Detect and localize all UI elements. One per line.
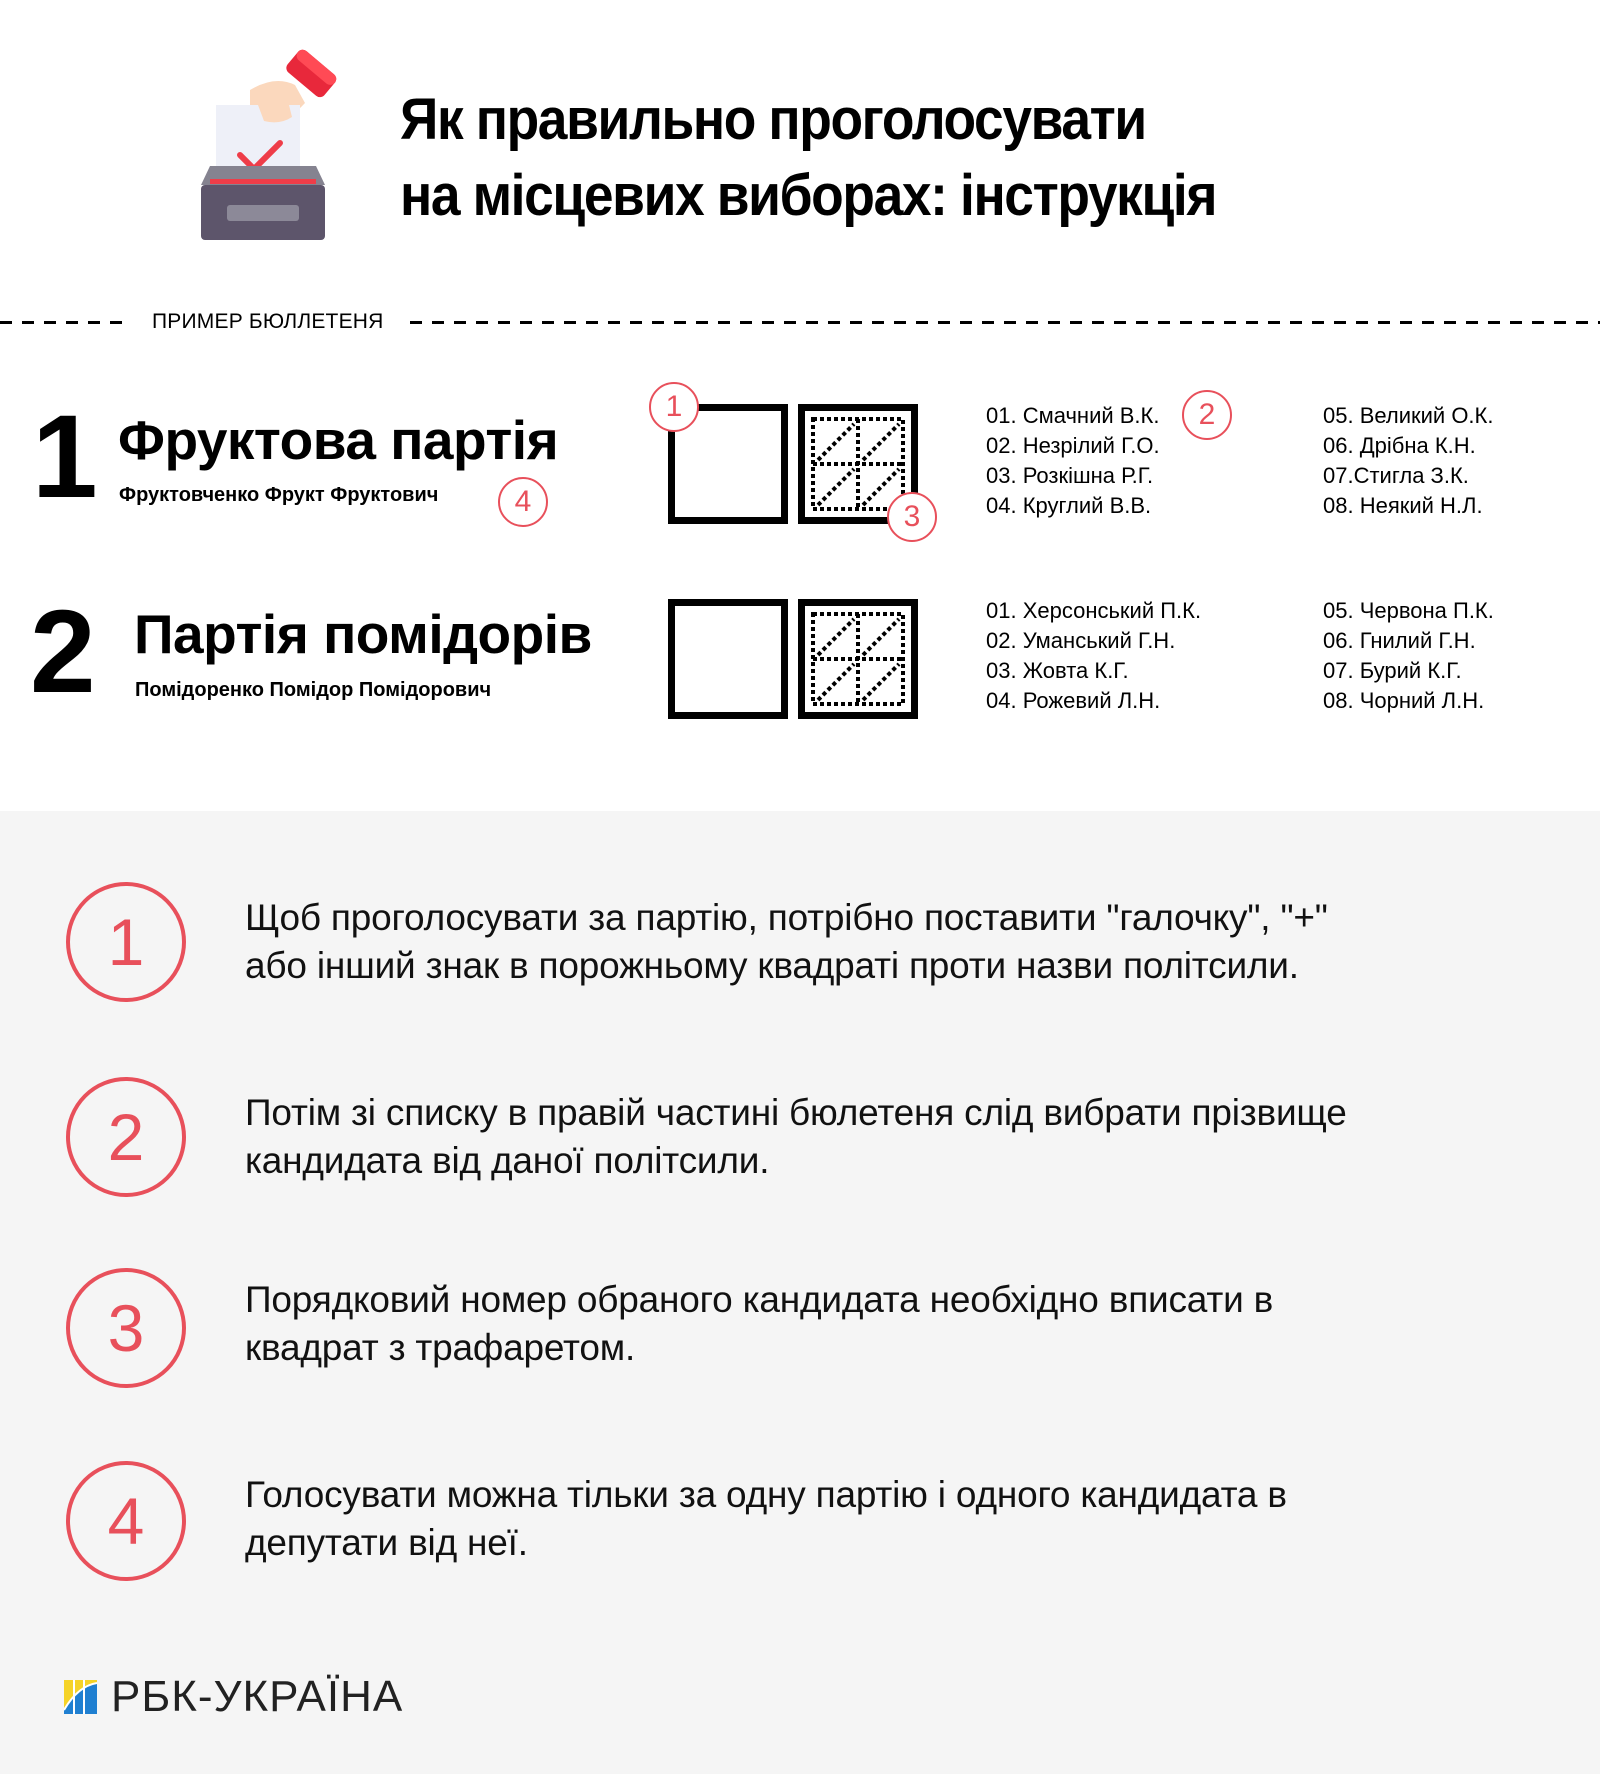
step-line: Потім зі списку в правій частині бюлетеня слід вибрати прізвище bbox=[245, 1092, 1347, 1133]
step-number-1: 1 bbox=[66, 882, 186, 1002]
party-number: 2 bbox=[30, 586, 92, 718]
candidate-item[interactable]: 01. Смачний В.К. bbox=[986, 403, 1160, 428]
candidate-list-right bbox=[1323, 596, 1494, 716]
step-line: Щоб проголосувати за партію, потрібно поставити "галочку", "+" bbox=[245, 897, 1328, 938]
party-name: Партія помідорів bbox=[134, 603, 592, 665]
step-line: Порядковий номер обраного кандидата необхідно вписати в bbox=[245, 1279, 1274, 1320]
dashed-line-right bbox=[410, 321, 1600, 324]
dashed-line-left bbox=[0, 321, 130, 324]
section-divider bbox=[0, 305, 1600, 339]
party-checkbox[interactable] bbox=[668, 599, 788, 719]
step-text-2 bbox=[245, 1089, 1545, 1185]
step-line: депутати від неї. bbox=[245, 1522, 528, 1563]
step-text-4 bbox=[245, 1471, 1545, 1567]
step-number-3: 3 bbox=[66, 1268, 186, 1388]
step-text-1 bbox=[245, 894, 1545, 990]
candidate-item[interactable]: 04. Круглий В.В. bbox=[986, 493, 1152, 518]
divider-label: ПРИМЕР БЮЛЛЕТЕНЯ bbox=[152, 310, 384, 333]
candidate-item[interactable]: 07. Бурий К.Г. bbox=[1323, 658, 1462, 683]
candidate-item[interactable]: 02. Уманський Г.Н. bbox=[986, 628, 1176, 653]
candidate-item[interactable]: 06. Гнилий Г.Н. bbox=[1323, 628, 1476, 653]
marker-4: 4 bbox=[498, 477, 548, 527]
step-number-4: 4 bbox=[66, 1461, 186, 1581]
rbc-logo-icon bbox=[64, 1680, 97, 1714]
candidate-item[interactable]: 08. Неякий Н.Л. bbox=[1323, 493, 1483, 518]
step-text-3 bbox=[245, 1276, 1545, 1372]
candidate-item[interactable]: 05. Червона П.К. bbox=[1323, 598, 1494, 623]
marker-1: 1 bbox=[649, 382, 699, 432]
party-name: Фруктова партія bbox=[118, 409, 559, 471]
candidate-item[interactable]: 03. Розкішна Р.Г. bbox=[986, 463, 1154, 488]
candidate-item[interactable]: 08. Чорний Л.Н. bbox=[1323, 688, 1485, 713]
candidate-list-left bbox=[986, 596, 1201, 716]
candidate-number-stencil[interactable] bbox=[798, 599, 918, 719]
marker-3: 3 bbox=[887, 492, 937, 542]
party-number: 1 bbox=[32, 391, 94, 523]
step-number-2: 2 bbox=[66, 1077, 186, 1197]
step-line: кандидата від даної політсили. bbox=[245, 1140, 770, 1181]
candidate-item[interactable]: 01. Херсонський П.К. bbox=[986, 598, 1202, 623]
candidate-list-left bbox=[986, 401, 1160, 521]
step-line: Голосувати можна тільки за одну партію і одного кандидата в bbox=[245, 1474, 1287, 1515]
brand-logo bbox=[64, 1672, 403, 1722]
candidate-item[interactable]: 02. Незрілий Г.О. bbox=[986, 433, 1160, 458]
ballot-box-icon bbox=[180, 45, 345, 245]
party-leader: Помідоренко Помідор Помідорович bbox=[135, 679, 492, 701]
candidate-item[interactable]: 04. Рожевий Л.Н. bbox=[986, 688, 1161, 713]
step-line: квадрат з трафаретом. bbox=[245, 1327, 636, 1368]
brand-name: РБК-УКРАЇНА bbox=[111, 1672, 404, 1721]
candidate-item[interactable]: 03. Жовта К.Г. bbox=[986, 658, 1129, 683]
party-leader: Фруктовченко Фрукт Фруктович bbox=[119, 484, 439, 506]
title-line-2: на місцевих виборах: інструкція bbox=[400, 163, 1217, 228]
candidate-item[interactable]: 05. Великий О.К. bbox=[1323, 403, 1494, 428]
candidate-item[interactable]: 07.Стигла З.К. bbox=[1323, 463, 1469, 488]
candidate-item[interactable]: 06. Дрібна К.Н. bbox=[1323, 433, 1476, 458]
step-line: або інший знак в порожньому квадраті проти назви політсили. bbox=[245, 945, 1299, 986]
stencil-grid-icon bbox=[805, 606, 911, 712]
title-line-1: Як правильно проголосувати bbox=[400, 87, 1146, 152]
marker-2: 2 bbox=[1182, 390, 1232, 440]
page-title bbox=[400, 82, 1216, 234]
candidate-list-right bbox=[1323, 401, 1493, 521]
